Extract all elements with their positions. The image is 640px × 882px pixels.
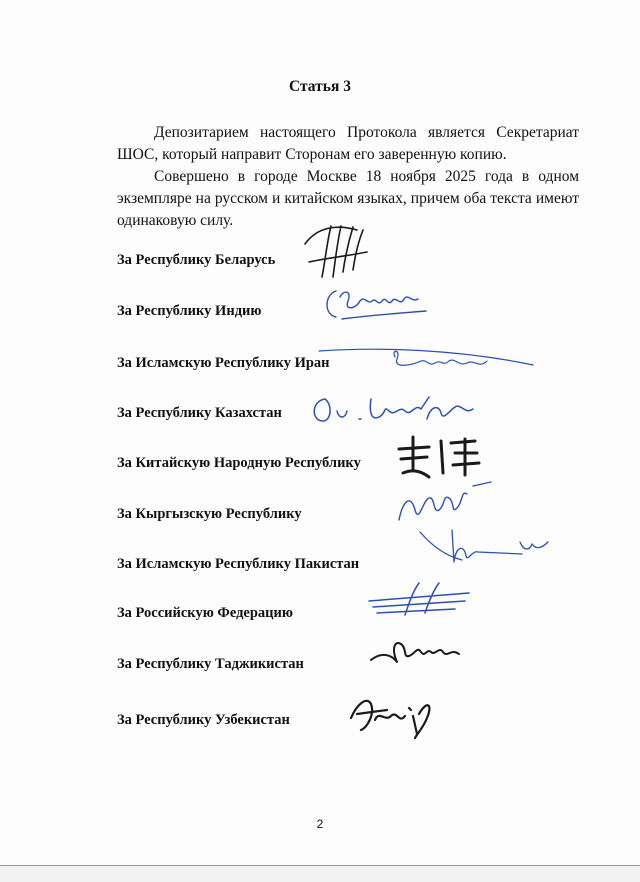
page-number: 2 xyxy=(316,817,324,831)
signatory-label: За Исламскую Республику Пакистан xyxy=(117,556,360,572)
signature-block-india xyxy=(117,303,587,333)
scan-edge xyxy=(0,865,640,882)
signature-belarus xyxy=(297,222,387,282)
signature-iran xyxy=(317,347,537,377)
signatory-label: За Республику Индию xyxy=(117,303,262,319)
signature-india xyxy=(322,285,432,325)
signatory-label: За Республику Таджикистан xyxy=(117,656,304,672)
signature-block-china xyxy=(117,455,587,485)
paragraph-done-at: Совершено в городе Москве 18 ноября 2025 года в одном экземпляре на русском и китайском языках, причем оба текста имеют одинаковую силу. xyxy=(117,168,579,229)
signature-block-belarus xyxy=(117,252,587,282)
signatory-label: За Республику Казахстан xyxy=(117,405,282,421)
signatory-label: За Исламскую Республику Иран xyxy=(117,355,330,371)
signature-russia xyxy=(365,579,475,619)
signature-china xyxy=(395,433,495,481)
signatory-label: За Республику Узбекистан xyxy=(117,712,290,728)
signatory-label: За Российскую Федерацию xyxy=(117,605,293,621)
signature-pakistan xyxy=(412,526,562,574)
signature-block-russia xyxy=(117,605,587,635)
signature-kyrgyzstan xyxy=(395,480,495,530)
paragraph-depositary: Депозитарием настоящего Протокола является Секретариат ШОС, который направит Сторонам его заверенную копию. xyxy=(117,124,579,163)
signatory-label: За Кыргызскую Республику xyxy=(117,506,302,522)
signature-block-tajikistan xyxy=(117,656,587,686)
signature-block-kazakhstan xyxy=(117,405,587,435)
signature-block-iran xyxy=(117,355,587,385)
signature-kazakhstan xyxy=(309,391,489,431)
signatory-label: За Республику Беларусь xyxy=(117,252,276,268)
signature-block-uzbekistan xyxy=(117,712,587,742)
signature-tajikistan xyxy=(367,634,467,674)
signatory-label: За Китайскую Народную Республику xyxy=(117,455,361,471)
article-title: Статья 3 xyxy=(289,78,351,95)
signature-uzbekistan xyxy=(347,694,447,742)
signature-block-pakistan xyxy=(117,556,587,586)
